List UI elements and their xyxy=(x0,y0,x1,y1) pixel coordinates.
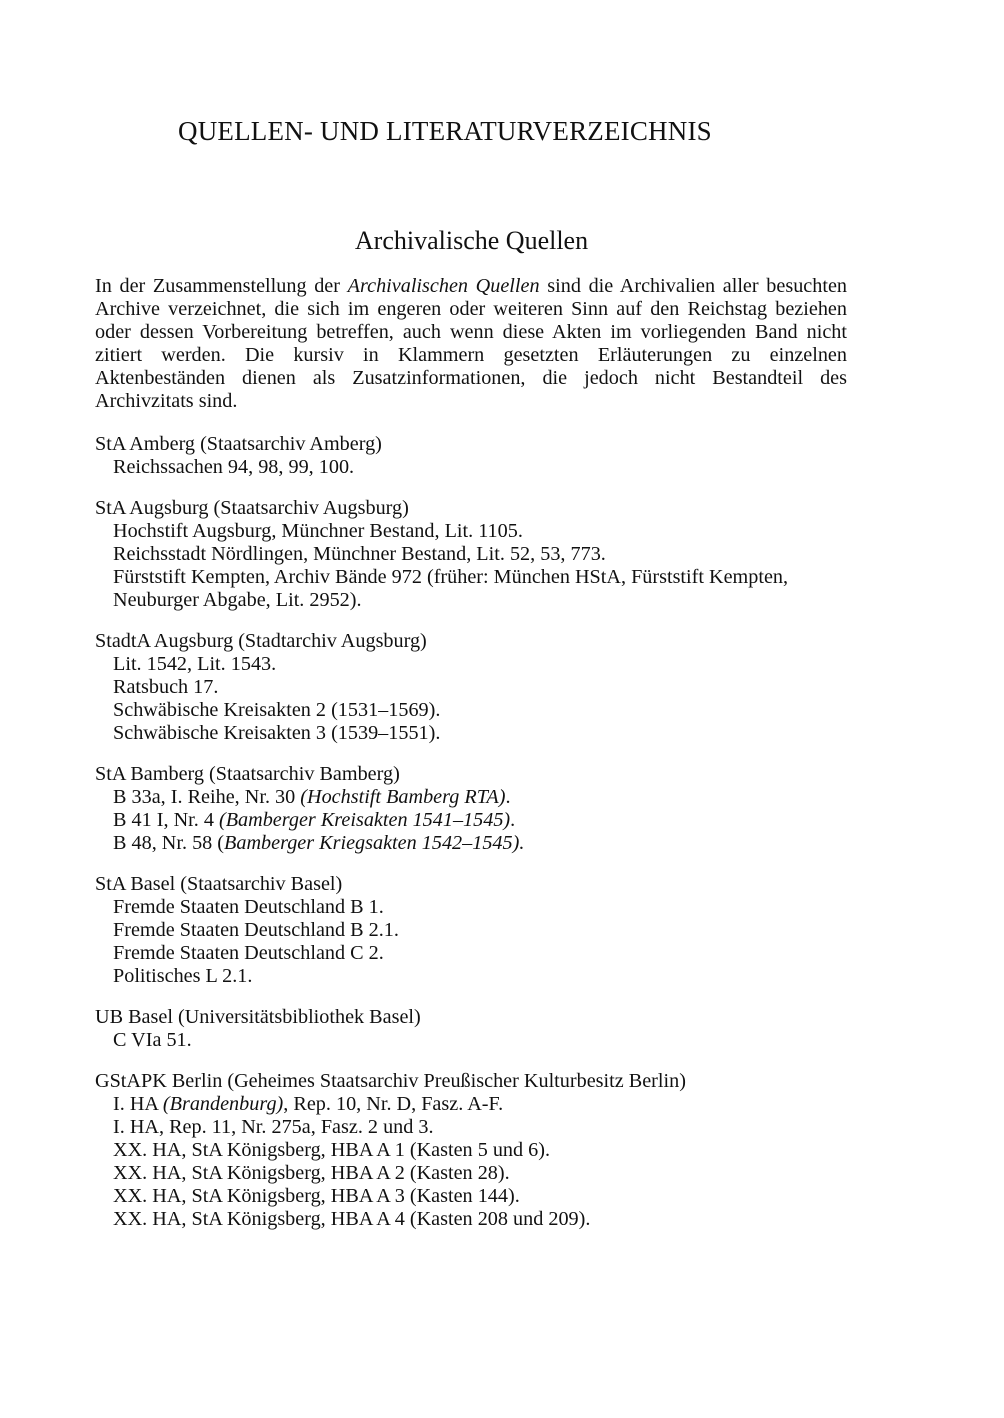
archive-entry: Schwäbische Kreisakten 3 (1539–1551). xyxy=(113,722,441,744)
archive-entry xyxy=(95,809,847,832)
archive-heading: StadtA Augsburg (Stadtarchiv Augsburg) xyxy=(95,630,427,652)
intro-text-1: In der Zusammenstellung der xyxy=(95,275,348,297)
archive-heading: StA Amberg (Staatsarchiv Amberg) xyxy=(95,433,382,455)
archive-entry: C VIa 51. xyxy=(113,1029,192,1051)
archive-entry: Fremde Staaten Deutschland B 1. xyxy=(113,896,384,918)
archive-entry: Hochstift Augsburg, Münchner Bestand, Lit. 1105. xyxy=(113,520,523,542)
intro-italic: Archivalischen Quellen xyxy=(347,275,540,297)
entry-italic: (Bamberger Kreisakten 1541–1545) xyxy=(218,809,511,831)
entry-italic: (Brandenburg) xyxy=(162,1093,284,1115)
archive-basel xyxy=(95,873,847,988)
archive-entry: Reichsstadt Nördlingen, Münchner Bestand, Lit. 52, 53, 773. xyxy=(113,543,606,565)
entry-text: B 48, Nr. 58 ( xyxy=(113,832,225,854)
entry-text: , Rep. 10, Nr. D, Fasz. A-F. xyxy=(283,1093,504,1115)
archive-bamberg xyxy=(95,763,847,855)
archive-entry: Ratsbuch 17. xyxy=(113,676,219,698)
archive-gstapk-berlin xyxy=(95,1070,847,1231)
archive-list xyxy=(95,433,847,1249)
archive-augsburg xyxy=(95,497,847,612)
entry-text: . xyxy=(505,786,511,808)
archive-entry: XX. HA, StA Königsberg, HBA A 2 (Kasten 28). xyxy=(113,1162,510,1184)
archive-ub-basel xyxy=(95,1006,847,1052)
archive-stadta-augsburg xyxy=(95,630,847,745)
archive-entry: Reichssachen 94, 98, 99, 100. xyxy=(113,456,355,478)
archive-entry: XX. HA, StA Königsberg, HBA A 1 (Kasten 5 und 6). xyxy=(113,1139,551,1161)
entry-italic: (Hochstift Bamberg RTA) xyxy=(300,786,506,808)
archive-entry: I. HA, Rep. 11, Nr. 275a, Fasz. 2 und 3. xyxy=(113,1116,434,1138)
archive-heading: UB Basel (Universitätsbibliothek Basel) xyxy=(95,1006,421,1028)
page-title: QUELLEN- UND LITERATURVERZEICHNIS xyxy=(178,116,712,146)
archive-entry xyxy=(95,1093,847,1116)
entry-text: B 33a, I. Reihe, Nr. 30 xyxy=(113,786,301,808)
archive-heading: StA Basel (Staatsarchiv Basel) xyxy=(95,873,343,895)
entry-text: . xyxy=(510,809,516,831)
archive-entry: Fremde Staaten Deutschland C 2. xyxy=(113,942,384,964)
archive-entry xyxy=(95,832,847,855)
archive-entry: Schwäbische Kreisakten 2 (1531–1569). xyxy=(113,699,441,721)
archive-heading: StA Augsburg (Staatsarchiv Augsburg) xyxy=(95,497,409,519)
archive-entry: XX. HA, StA Königsberg, HBA A 4 (Kasten 208 und 209). xyxy=(113,1208,591,1230)
archive-entry: Fürststift Kempten, Archiv Bände 972 (früher: München HStA, Fürststift Kempten, Neuburger Abgabe, Lit. 2952). xyxy=(113,566,789,611)
archive-amberg xyxy=(95,433,847,479)
entry-text: I. HA xyxy=(113,1093,163,1115)
section-title: Archivalische Quellen xyxy=(354,226,589,255)
archive-heading: StA Bamberg (Staatsarchiv Bamberg) xyxy=(95,763,400,785)
archive-entry: Fremde Staaten Deutschland B 2.1. xyxy=(113,919,399,941)
entry-italic: Bamberger Kriegsakten 1542–1545). xyxy=(224,832,525,854)
archive-entry: Politisches L 2.1. xyxy=(113,965,253,987)
entry-text: B 41 I, Nr. 4 xyxy=(113,809,219,831)
archive-heading: GStAPK Berlin (Geheimes Staatsarchiv Preußischer Kulturbesitz Berlin) xyxy=(95,1070,686,1092)
intro-paragraph xyxy=(95,275,847,413)
archive-entry xyxy=(95,786,847,809)
archive-entry: XX. HA, StA Königsberg, HBA A 3 (Kasten 144). xyxy=(113,1185,520,1207)
archive-entry: Lit. 1542, Lit. 1543. xyxy=(113,653,277,675)
intro-text-2: sind die Archivalien aller besuchten Archive verzeichnet, die sich im engeren oder weiteren Sinn auf den Reichstag beziehen oder dessen Vorbereitung betreffen, auch wenn diese Akten im vorliegenden Band nicht zitiert werden. Die kursiv in Klammern gesetzten Erläuterungen zu einzelnen Aktenbeständen dienen als Zusatzinformationen, die jedoch nicht Bestandteil des Archivzitats sind. xyxy=(95,275,848,412)
